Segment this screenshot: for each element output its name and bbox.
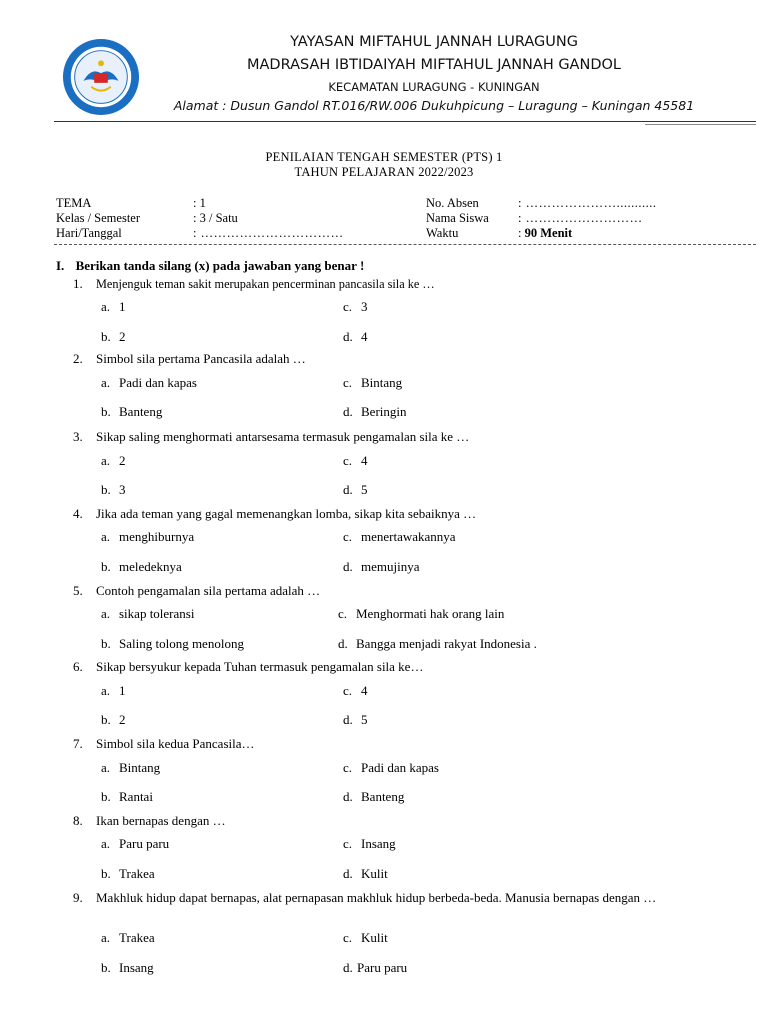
option-text: 1 (119, 299, 126, 314)
question-number: 4. (73, 506, 83, 521)
option-b[interactable] (101, 712, 126, 728)
option-c[interactable] (343, 529, 456, 545)
option-text: Insang (361, 836, 396, 851)
option-letter: c. (343, 836, 353, 851)
question-text: Makhluk hidup dapat bernapas, alat pernapasan makhluk hidup berbeda-beda. Manusia bernapas dengan … (96, 890, 657, 905)
option-text: Kulit (361, 866, 388, 881)
option-letter: b. (101, 404, 111, 419)
option-letter: a. (101, 930, 111, 945)
option-letter: a. (101, 529, 111, 544)
option-a[interactable] (101, 606, 194, 622)
option-a[interactable] (101, 529, 194, 545)
option-text: Insang (119, 960, 154, 975)
option-text: 1 (119, 683, 126, 698)
option-text: Paru paru (357, 960, 408, 975)
option-text: Bangga menjadi rakyat Indonesia . (356, 636, 537, 651)
option-text: Trakea (119, 930, 155, 945)
option-b[interactable] (101, 482, 126, 498)
option-c[interactable] (343, 299, 368, 315)
option-letter: c. (343, 930, 353, 945)
option-letter: b. (101, 789, 111, 804)
option-text: 5 (361, 482, 368, 497)
hari-value: : …………………………… (193, 226, 344, 240)
option-letter: b. (101, 960, 111, 975)
option-text: sikap toleransi (119, 606, 195, 621)
option-letter: d. (343, 960, 353, 975)
option-letter: c. (343, 529, 353, 544)
absen-label: No. Absen (426, 196, 479, 210)
option-letter: d. (343, 482, 353, 497)
section-instruction: Berikan tanda silang (x) pada jawaban yang benar ! (75, 258, 365, 273)
option-letter: b. (101, 866, 111, 881)
option-c[interactable] (343, 760, 439, 776)
option-text: Bintang (119, 760, 161, 775)
option-text: Padi dan kapas (119, 375, 197, 390)
option-letter: d. (343, 329, 353, 344)
option-b[interactable] (101, 329, 126, 345)
option-b[interactable] (101, 559, 182, 575)
option-d[interactable] (338, 636, 537, 652)
academic-year: TAHUN PELAJARAN 2022/2023 (294, 165, 474, 179)
option-d[interactable] (343, 789, 404, 805)
option-letter: a. (101, 606, 111, 621)
question-text: Menjenguk teman sakit merupakan pencerminan pancasila sila ke … (96, 277, 435, 291)
option-a[interactable] (101, 836, 169, 852)
option-letter: c. (343, 453, 353, 468)
waktu-field (518, 226, 572, 241)
option-a[interactable] (101, 453, 126, 469)
option-letter: d. (343, 559, 353, 574)
option-d[interactable] (343, 559, 420, 575)
option-text: Menghormati hak orang lain (356, 606, 505, 621)
option-b[interactable] (101, 636, 244, 652)
section-number: I. (56, 258, 65, 273)
option-d[interactable] (343, 712, 368, 728)
waktu-value: 90 Menit (524, 226, 573, 240)
option-c[interactable] (343, 375, 402, 391)
option-text: Kulit (361, 930, 388, 945)
option-text: meledeknya (119, 559, 182, 574)
question-number: 8. (73, 813, 83, 828)
question-number: 5. (73, 583, 83, 598)
option-text: Padi dan kapas (361, 760, 439, 775)
option-letter: c. (338, 606, 348, 621)
option-a[interactable] (101, 299, 126, 315)
option-d[interactable] (343, 329, 368, 345)
option-letter: a. (101, 760, 111, 775)
district-name: KECAMATAN LURAGUNG - KUNINGAN (328, 80, 540, 94)
option-text: Paru paru (119, 836, 170, 851)
option-letter: d. (338, 636, 348, 651)
option-c[interactable] (343, 683, 368, 699)
option-letter: b. (101, 712, 111, 727)
option-letter: b. (101, 482, 111, 497)
option-letter: a. (101, 836, 111, 851)
option-letter: b. (101, 559, 111, 574)
option-text: 2 (119, 453, 126, 468)
option-text: 2 (119, 329, 126, 344)
question-text: Ikan bernapas dengan … (96, 813, 226, 828)
option-text: 5 (361, 712, 368, 727)
option-b[interactable] (101, 404, 162, 420)
header-divider-secondary (645, 124, 756, 125)
question-number: 3. (73, 429, 83, 444)
option-letter: d. (343, 789, 353, 804)
option-text: memujinya (361, 559, 420, 574)
option-letter: a. (101, 375, 111, 390)
option-d[interactable] (343, 960, 407, 976)
question-text: Sikap bersyukur kepada Tuhan termasuk pengamalan sila ke… (96, 659, 424, 674)
foundation-name: YAYASAN MIFTAHUL JANNAH LURAGUNG (290, 34, 578, 50)
option-c[interactable] (338, 606, 504, 622)
info-divider (54, 244, 756, 245)
option-letter: b. (101, 636, 111, 651)
option-letter: d. (343, 866, 353, 881)
option-d[interactable] (343, 404, 407, 420)
option-c[interactable] (343, 930, 388, 946)
option-letter: c. (343, 299, 353, 314)
option-text: 4 (361, 453, 368, 468)
question-text: Contoh pengamalan sila pertama adalah … (96, 583, 321, 598)
option-text: menghiburnya (119, 529, 195, 544)
option-a[interactable] (101, 375, 197, 391)
waktu-label: Waktu (426, 226, 459, 240)
option-text: Banteng (361, 789, 405, 804)
option-b[interactable] (101, 789, 153, 805)
option-text: Bintang (361, 375, 403, 390)
option-text: 4 (361, 329, 368, 344)
option-text: 3 (361, 299, 368, 314)
option-letter: c. (343, 760, 353, 775)
question-number: 6. (73, 659, 83, 674)
option-letter: a. (101, 683, 111, 698)
school-address: Alamat : Dusun Gandol RT.016/RW.006 Dukuhpicung – Luragung – Kuningan 45581 (173, 98, 695, 113)
option-text: Trakea (119, 866, 155, 881)
hari-label: Hari/Tanggal (56, 226, 122, 240)
nama-value: : ……………………… (518, 211, 643, 225)
option-text: 4 (361, 683, 368, 698)
option-text: Beringin (361, 404, 407, 419)
question-number: 1. (73, 276, 83, 291)
question-text: Jika ada teman yang gagal memenangkan lomba, sikap kita sebaiknya … (96, 506, 477, 521)
tema-value: : 1 (193, 196, 206, 210)
kelas-label: Kelas / Semester (56, 211, 141, 225)
option-letter: c. (343, 375, 353, 390)
header-divider (54, 121, 756, 122)
kelas-value: : 3 / Satu (193, 211, 238, 225)
option-text: 3 (119, 482, 126, 497)
tema-label: TEMA (56, 196, 92, 210)
option-c[interactable] (343, 453, 368, 469)
option-d[interactable] (343, 866, 388, 882)
option-a[interactable] (101, 930, 155, 946)
option-text: Rantai (119, 789, 153, 804)
question-text: Simbol sila pertama Pancasila adalah … (96, 351, 306, 366)
option-letter: a. (101, 453, 111, 468)
option-text: menertawakannya (361, 529, 456, 544)
option-text: 2 (119, 712, 126, 727)
exam-title: PENILAIAN TENGAH SEMESTER (PTS) 1 (265, 150, 503, 164)
option-letter: c. (343, 683, 353, 698)
option-letter: d. (343, 404, 353, 419)
absen-value: : …………………........... (518, 196, 657, 210)
option-c[interactable] (343, 836, 396, 852)
section-heading (56, 258, 364, 274)
school-name: MADRASAH IBTIDAIYAH MIFTAHUL JANNAH GANDOL (247, 57, 621, 73)
nama-label: Nama Siswa (426, 211, 489, 225)
option-text: Saling tolong menolong (119, 636, 244, 651)
option-text: Banteng (119, 404, 163, 419)
waktu-separator: : (518, 226, 525, 240)
option-letter: a. (101, 299, 111, 314)
option-a[interactable] (101, 683, 126, 699)
question-number: 9. (73, 890, 83, 905)
option-letter: b. (101, 329, 111, 344)
question-text: Sikap saling menghormati antarsesama termasuk pengamalan sila ke … (96, 429, 470, 444)
question-number: 2. (73, 351, 83, 366)
option-a[interactable] (101, 760, 160, 776)
question-text: Simbol sila kedua Pancasila… (96, 736, 255, 751)
option-b[interactable] (101, 866, 155, 882)
option-letter: d. (343, 712, 353, 727)
option-d[interactable] (343, 482, 368, 498)
question-number: 7. (73, 736, 83, 751)
option-b[interactable] (101, 960, 154, 976)
